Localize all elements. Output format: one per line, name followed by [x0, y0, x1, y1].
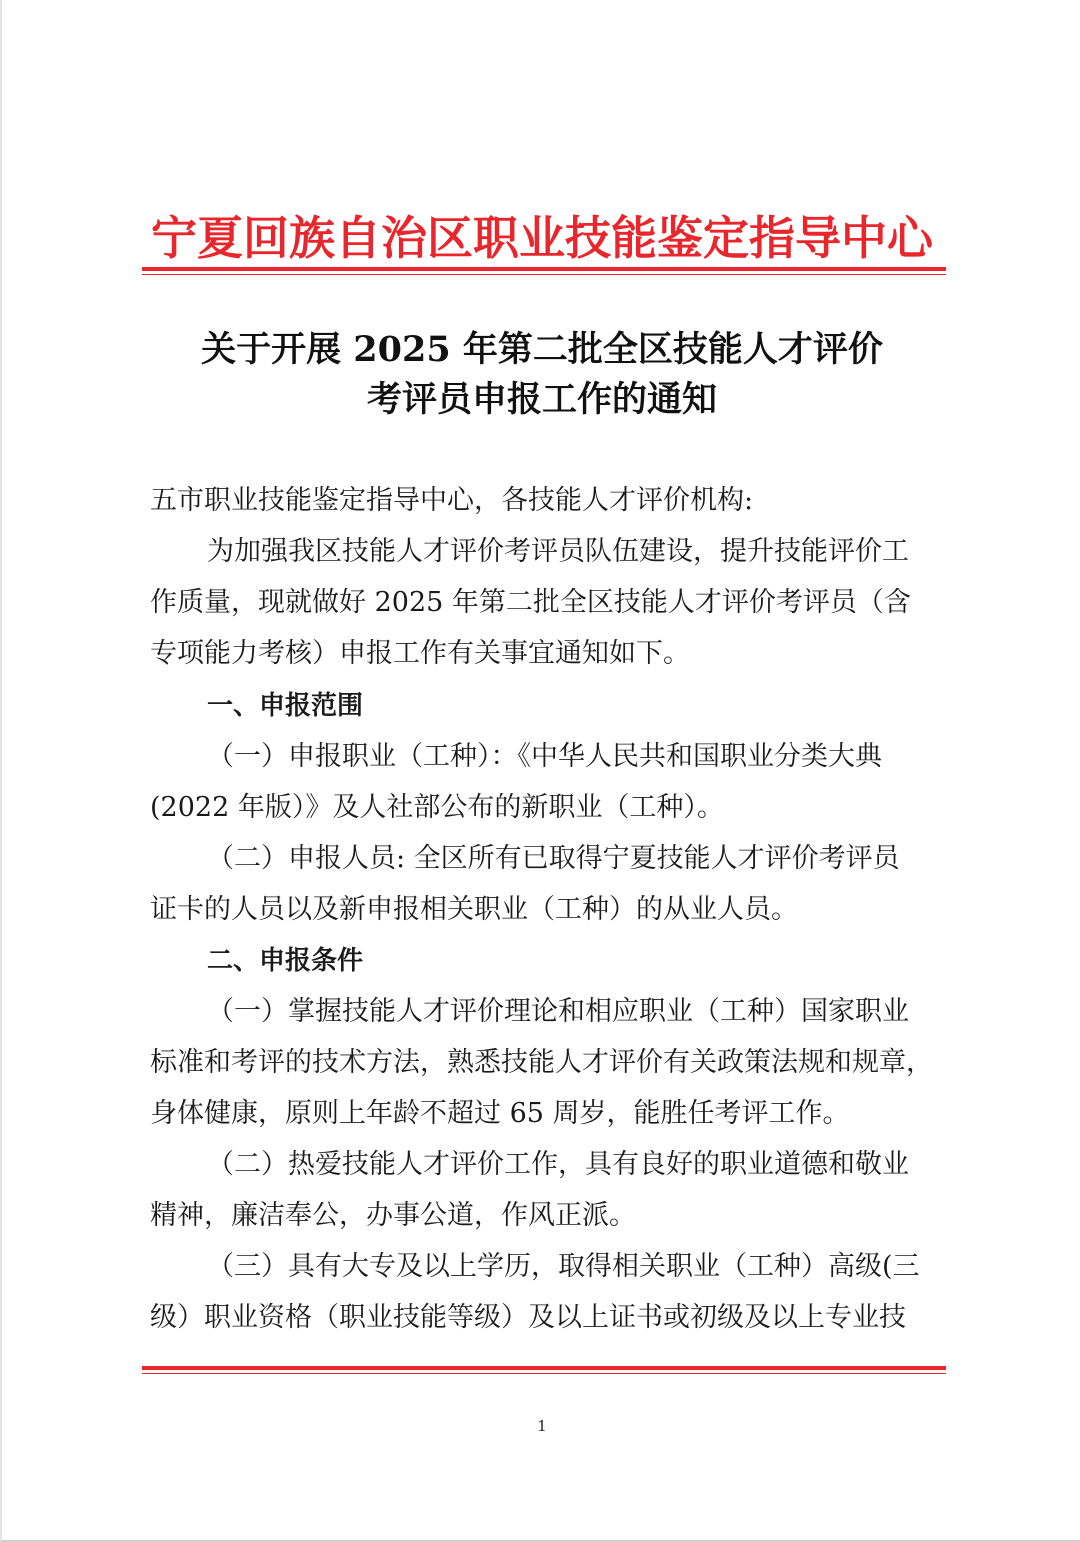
condition-item-3-line-2: 级）职业资格（职业技能等级）及以上证书或初级及以上专业技 [150, 1302, 906, 1333]
scope-item-2-line-1: （二）申报人员: 全区所有已取得宁夏技能人才评价考评员 [207, 843, 900, 874]
condition-item-1-line-3: 身体健康，原则上年龄不超过 65 周岁，能胜任考评工作。 [150, 1098, 850, 1129]
footer-red-rule [142, 1366, 946, 1374]
condition-item-1-line-2: 标准和考评的技术方法，熟悉技能人才评价有关政策法规和规章， [150, 1047, 933, 1078]
scope-item-1-line-1: （一）申报职业（工种）：《中华人民共和国职业分类大典 [207, 741, 882, 772]
section-heading-scope: 一、申报范围 [207, 691, 364, 721]
page-number: 1 [537, 1417, 547, 1435]
intro-line-3: 专项能力考核）申报工作有关事宜通知如下。 [150, 638, 690, 669]
condition-item-2-line-1: （二）热爱技能人才评价工作，具有良好的职业道德和敬业 [207, 1149, 909, 1180]
condition-item-2-line-2: 精神，廉洁奉公，办事公道，作风正派。 [150, 1200, 636, 1231]
salutation: 五市职业技能鉴定指导中心，各技能人才评价机构: [150, 485, 754, 516]
document-title-line-2: 考评员申报工作的通知 [366, 379, 717, 420]
organization-header: 宁夏回族自治区职业技能鉴定指导中心 [151, 211, 933, 265]
condition-item-3-line-1: （三）具有大专及以上学历，取得相关职业（工种）高级(三 [207, 1251, 920, 1282]
intro-line-1: 为加强我区技能人才评价考评员队伍建设，提升技能评价工 [207, 536, 909, 567]
section-heading-conditions: 二、申报条件 [207, 946, 364, 976]
scope-item-2-line-2: 证卡的人员以及新申报相关职业（工种）的从业人员。 [150, 894, 798, 925]
header-red-rule [142, 267, 946, 275]
scope-item-1-line-2: (2022 年版）》及人社部公布的新职业（工种）。 [150, 792, 724, 823]
document-title-line-1: 关于开展 2025 年第二批全区技能人才评价 [201, 329, 883, 370]
condition-item-1-line-1: （一）掌握技能人才评价理论和相应职业（工种）国家职业 [207, 996, 909, 1027]
intro-line-2: 作质量，现就做好 2025 年第二批全区技能人才评价考评员（含 [150, 587, 911, 618]
